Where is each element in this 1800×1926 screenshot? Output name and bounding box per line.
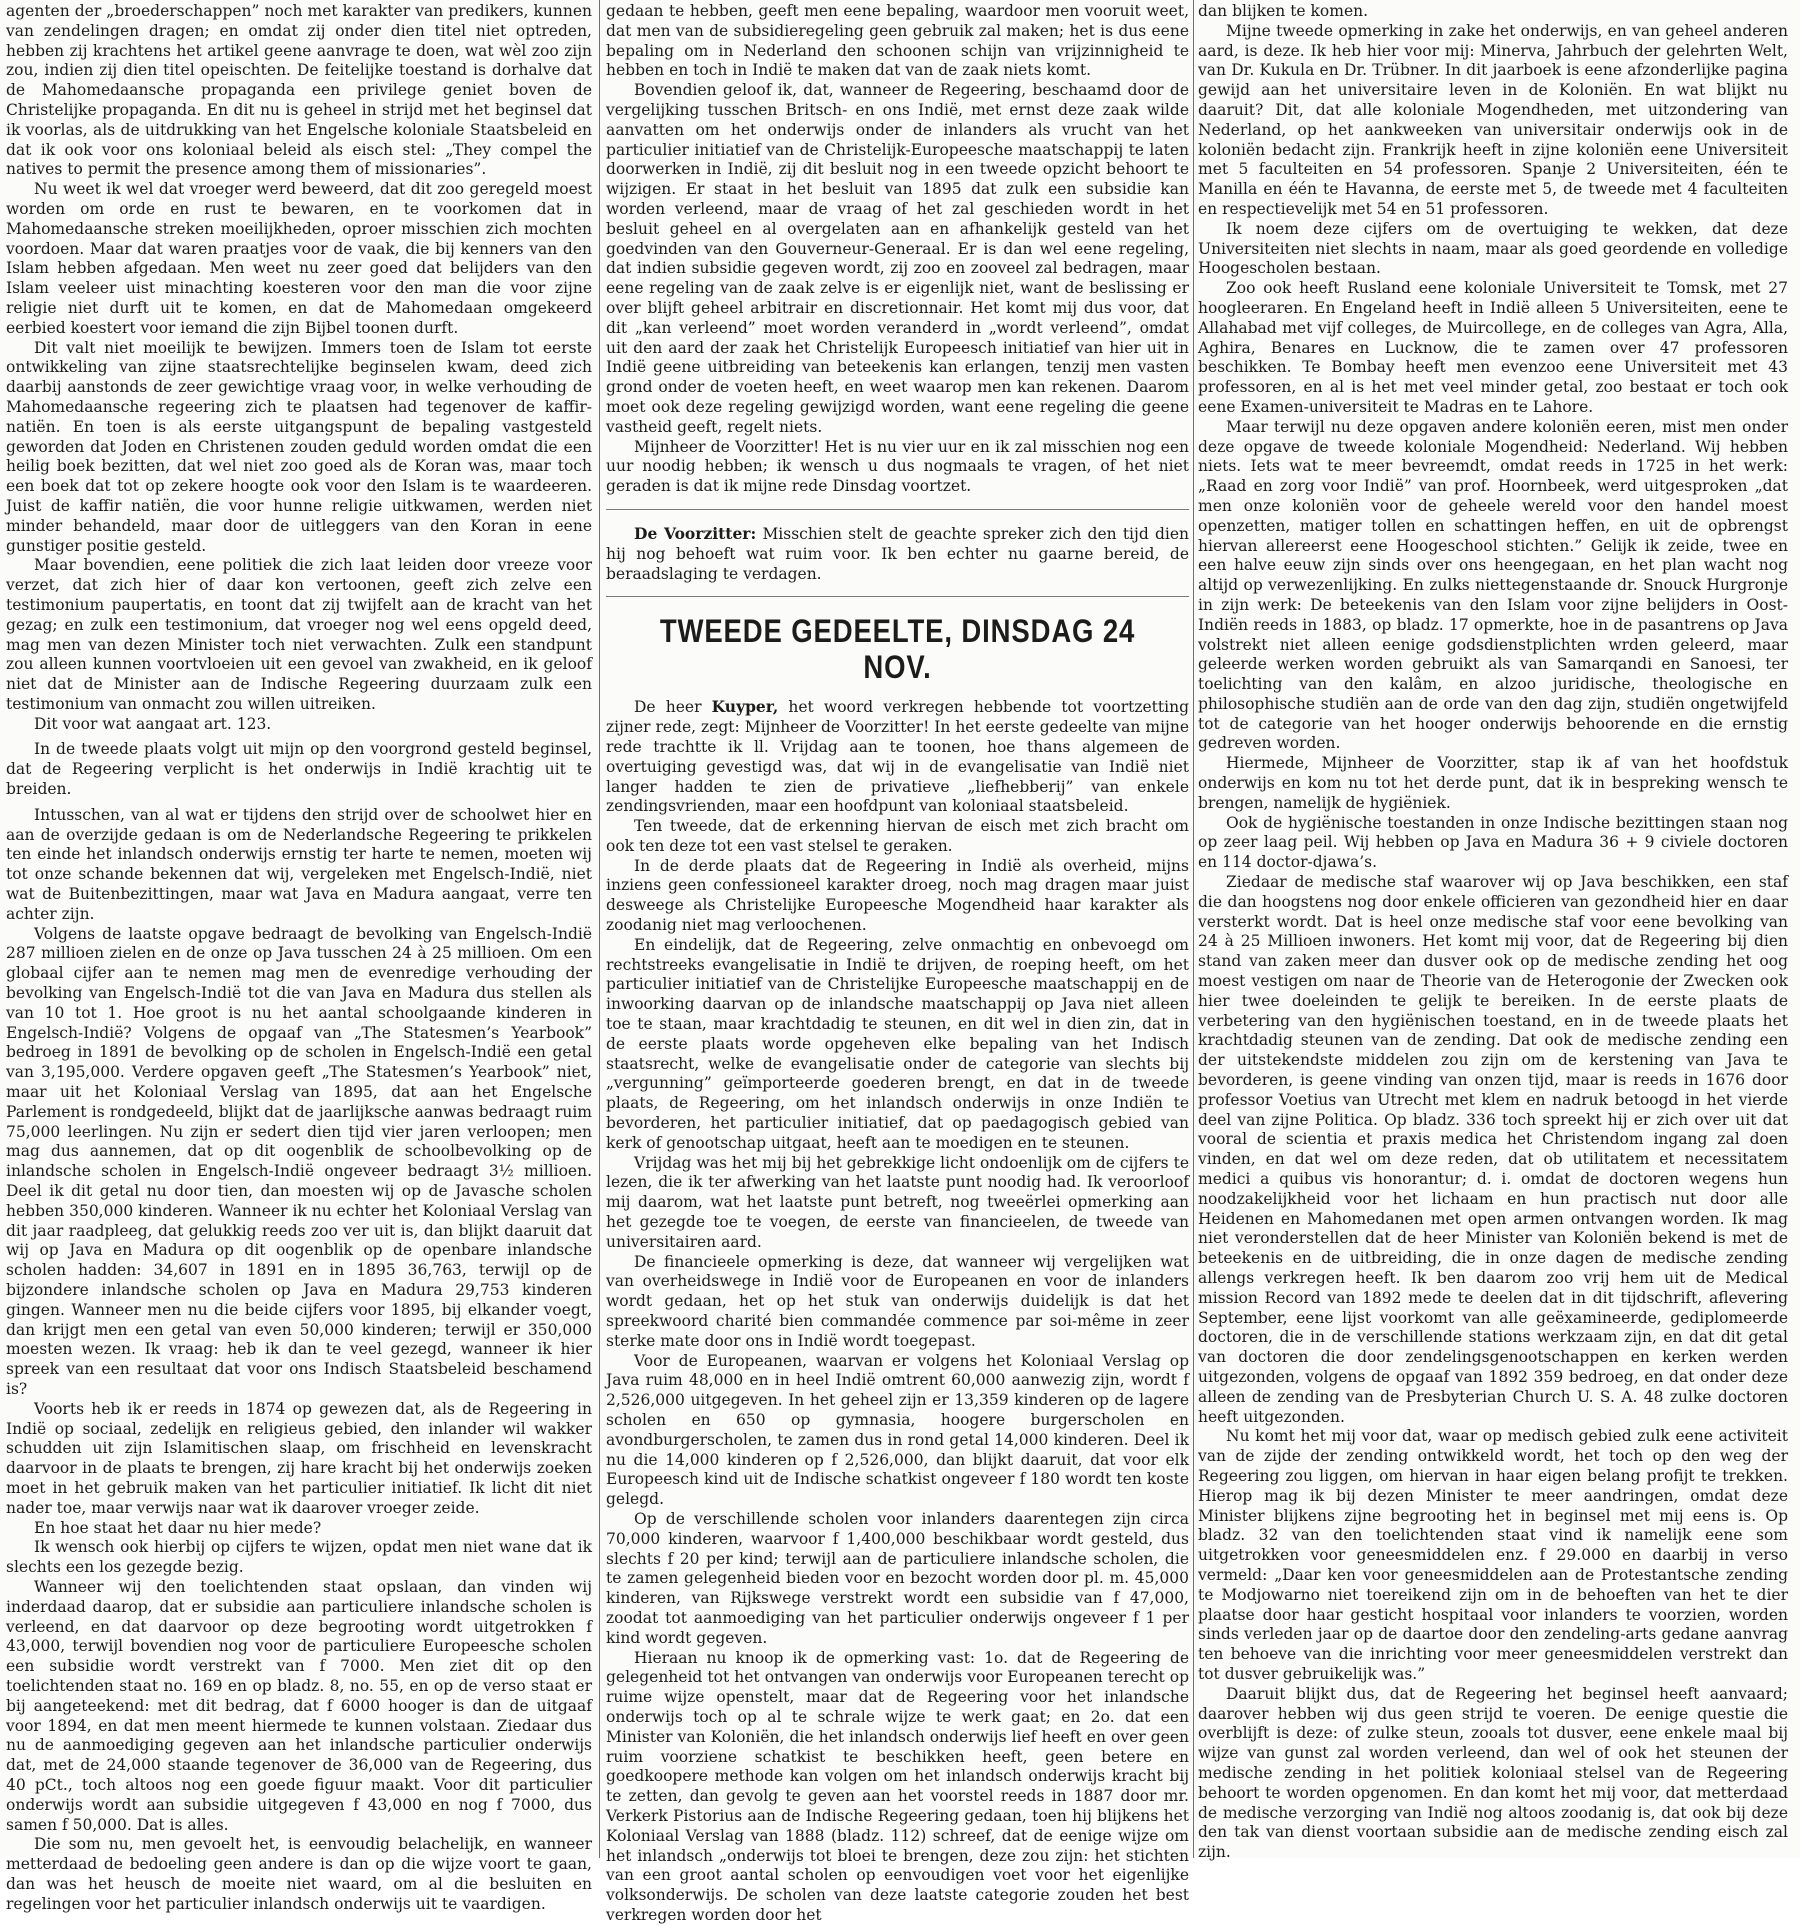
speaker-name: De Voorzitter: bbox=[634, 523, 757, 543]
paragraph: Bovendien geloof ik, dat, wanneer de Regeering, beschaamd door de vergelijking tusschen Britsch- en ons Indië, met ernst deze zaak wilde aanvatten om het onderwijs onder de inlanders als vrucht van het particulier initiatief van de Christelijk-Europeesche maatschappij te laten doorwerken in Indië, zij dit besluit nog in een tweede opzicht behoort te wijzigen. Er staat in het besluit van 1895 dat zulk een subsidie kan worden verleend, maar de vraag of het zal geschieden wordt in het besluit geheel en al overgelaten aan en afhankelijk gesteld van het goedvinden van den Gouverneur-Generaal. Er is dan wel eene regeling, dat indien subsidie gegeven wordt, zij zoo en zooveel zal bedragen, maar eene regeling van de zaak zelve is er eigenlijk niet, want de beslissing er over blijft geheel arbitrair en discretionnair. Het komt mij dus voor, dat dit „kan verleend” moet worden veranderd in „wordt verleend”, omdat uit den aard der zaak het Christelijk Europeesch initiatief van hier uit in Indië geene uitbreiding van beteekenis kan erlangen, tenzij men vasten grond onder de voeten heeft, en weet waarop men kan rekenen. Daarom moet ook deze regeling gewijzigd worden, want eene regeling die geene vastheid geeft, regelt niets. bbox=[606, 81, 1189, 436]
paragraph: Hiermede, Mijnheer de Voorzitter, stap ik af van het hoofdstuk onderwijs en kom nu tot het derde punt, dat ik in bespreking wensch te brengen, namelijk de hygiëniek. bbox=[1198, 754, 1788, 812]
paragraph: Dit valt niet moeilijk te bewijzen. Immers toen de Islam tot eerste ontwikkeling van zijne staatsrechtelijke beginselen kwam, deed zich daarbij aanstonds de zeer gewichtige vraag voor, in welke verhouding de Mahomedaansche regeering zich te plaatsen had tegenover de kaffir-natiën. En toen is als eerste uitgangspunt de bepaling vastgesteld geworden dat Joden en Christenen zouden geduld worden omdat die een heilig boek bezitten, dat wel niet zoo goed als de Koran was, maar toch een boek dat tot op zekere hoogte ook voor den Islam is te waardeeren. Juist de kaffir natiën, die voor hunne religie uitkwamen, werden niet minder behandeld, maar door de uitleggers van den Koran in eene gunstiger positie gesteld. bbox=[6, 338, 592, 555]
paragraph: Ik wensch ook hierbij op cijfers te wijzen, opdat men niet wane dat ik slechts een los gezegde bezig. bbox=[6, 1538, 592, 1577]
column-1 bbox=[6, 2, 592, 1913]
chair-remark bbox=[606, 524, 1189, 584]
paragraph: Mijne tweede opmerking in zake het onderwijs, en van geheel anderen aard, is deze. Ik heb hier voor mij: Minerva, Jahrbuch der gelehrten Welt, van Dr. Kukula en Dr. Trübner. In dit jaarboek is eene afzonderlijke pagina gewijd aan het universitaire leven in de Koloniën. En wat blijkt nu daaruit? Dit, dat alle koloniale Mogendheden, met uitzondering van Nederland, op het aankweeken van universitair onderwijs ook in de koloniën bedacht zijn. Frankrijk heeft in zijne koloniën eene Universiteit met 5 faculteiten en 54 professoren. Spanje 2 Universiteiten, één te Manilla en één te Havanna, de eerste met 5, de tweede met 4 faculteiten en respectievelijk met 54 en 51 professoren. bbox=[1198, 21, 1788, 218]
paragraph: Nu komt het mij voor dat, waar op medisch gebied zulk eene activiteit van de zijde der zending ontwikkeld wordt, het toch op den weg der Regeering zou liggen, om hiervan in haar eigen belang profijt te trekken. Hierop mag ik bij dezen Minister te meer aandringen, omdat deze Minister blijkens zijne begrooting het in beginsel met mij eens is. Op bladz. 32 van den toelichtenden staat vind ik namelijk eene som uitgetrokken voor geneesmiddelen enz. f 29.000 en daarbij in verso vermeld: „Daar ken voor geneesmiddelen aan de Protestantsche zending te Modjowarno niet toereikend zijn om in de behoeften van het te dier plaatse door haar gesticht hospitaal voor inlanders te voorzien, worden sinds verleden jaar op de daartoe door den zendeling-arts gedane aanvrag ten behoeve van die inrichting voor meer geneesmiddelen verstrekt dan tot dusver gebruikelijk was.” bbox=[1198, 1427, 1788, 1683]
paragraph: dan blijken te komen. bbox=[1198, 2, 1369, 20]
paragraph: Mijnheer de Voorzitter! Het is nu vier uur en ik zal misschien nog een uur noodig hebben; ik wensch u dus nogmaals te vragen, of het niet geraden is dat ik mijne rede Dinsdag voortzet. bbox=[606, 437, 1189, 496]
paragraph: In de derde plaats dat de Regeering in Indië als overheid, mijns inziens geen confessioneel karakter droeg, noch mag dragen maar juist desweege als Christelijke Europeesche Mogendheid haar karakter als zoodanig niet mag verloochenen. bbox=[606, 856, 1189, 935]
paragraph: Volgens de laatste opgave bedraagt de bevolking van Engelsch-Indië 287 millioen zielen en de onze op Java tusschen 24 à 25 millioen. Om een globaal cijfer aan te nemen mag men de evenredige verhouding der bevolking van Engelsch-Indië tot die van Java en Madura dus stellen als van 10 tot 1. Hoe groot is nu het aantal schoolgaande kinderen in Engelsch-Indië? Volgens de opgaaf van „The Statesmen’s Yearbook” bedroeg in 1891 de bevolking op de scholen in Engelsch-Indië een getal van 3,195,000. Verdere opgaven geeft „The Statesmen’s Yearbook” niet, maar uit het Koloniaal Verslag van 1895, dat aan het Engelsche Parlement is rondgedeeld, blijkt dat de jaarlijksche aanwas bedraagt ruim 75,000 leerlingen. Nu zijn er sedert dien tijd vier jaren verloopen; men mag dus aannemen, dat op dit oogenblik de schoolbevolking op de inlandsche scholen in Engelsch-Indië ongeveer bedraagt 3½ millioen. Deel ik dit getal nu door tien, dan moesten wij op de Javasche scholen hebben 350,000 kinderen. Wanneer ik nu echter het Koloniaal Verslag van dit jaar raadpleeg, dat gelukkig reeds zoo ver uit is, dan blijkt daaruit dat wij op Java en Madura op dit oogenblik op de openbare inlandsche scholen hadden: 34,607 in 1891 en in 1895 36,763, terwijl op de bijzondere inlandsche scholen op Java en Madura 29,753 kinderen gingen. Wanneer men nu die beide cijfers voor 1895, bij elkander voegt, dan krijgt men een getal van even 50,000 kinderen; terwijl er 350,000 moesten wezen. Ik vraag: heb ik dan te veel gezegd, wanneer ik hier spreek van een resultaat dat voor ons Indisch Staatsbeleid beschamend is? bbox=[6, 924, 592, 1398]
paragraph: De financieele opmerking is deze, dat wanneer wij vergelijken wat van overheidswege in Indië voor de Europeanen en voor de inlanders wordt gedaan, het op het stuk van onderwijs duidelijk is dat het spreekwoord charité bien commandée commence par soi-même in zeer sterke mate door ons in Indië wordt toegepast. bbox=[606, 1252, 1189, 1350]
chair-remark-text: Misschien stelt de geachte spreker zich den tijd dien hij nog behoeft wat ruim voor. Ik ben echter nu gaarne bereid, de beraadslaging te verdagen. bbox=[606, 524, 1190, 583]
paragraph: Ook de hygiënische toestanden in onze Indische bezittingen staan nog op zeer laag peil. Wij hebben op Java en Madura 36 + 9 civiele doctoren en 114 doctor-djawa’s. bbox=[1198, 813, 1788, 872]
paragraph: Voor de Europeanen, waarvan er volgens het Koloniaal Verslag op Java ruim 48,000 en in heel Indië omtrent 60,000 aanwezig zijn, wordt f 2,526,000 uitgegeven. In het geheel zijn er 13,359 kinderen op de lagere scholen en 650 op gymnasia, hoogere burgerscholen en avondburgerscholen, te zamen dus in rond getal 14,000 kinderen. Deel ik nu die 14,000 kinderen op f 2,526,000, dan blijkt daaruit, dat voor elk Europeesch kind uit de Indische schatkist ongeveer f 180 wordt ten koste gelegd. bbox=[606, 1351, 1189, 1509]
speaker-name: Kuyper, bbox=[711, 697, 779, 717]
column-rule bbox=[1193, 0, 1194, 1858]
speaker-intro bbox=[606, 697, 1189, 817]
speaker-prefix: De heer bbox=[634, 698, 702, 717]
paragraph: Wanneer wij den toelichtenden staat opslaan, dan vinden wij inderdaad daarop, dat er subsidie aan particuliere inlandsche scholen is verleend, en dat daarvoor op deze begrooting wordt uitgetrokken f 43,000, terwijl bovendien nog voor de particuliere Europeesche scholen een subsidie wordt verstrekt van f 7000. Men ziet dit op den toelichtenden staat no. 169 en op bladz. 8, no. 55, en op de verso staat er bij aangeteekend: met dit bedrag, dat f 6000 hooger is dan de uitgaaf voor 1894, en dat men meent hiermede te kunnen volstaan. Ziedaar dus nu de aanmoediging gegeven aan het inlandsche particulier onderwijs dat, met de 24,000 staande tegenover de 36,000 van de Regeering, dus 40 pCt., toch altoos nog een goede figuur maakt. Voor dit particulier onderwijs wordt aan subsidie uitgegeven f 43,000 en nog f 7000, dus samen f 50,000. Dat is alles. bbox=[6, 1577, 592, 1834]
column-3 bbox=[1198, 2, 1788, 1862]
paragraph: Ziedaar de medische staf waarover wij op Java beschikken, een staf die dan hoogstens nog door enkele officieren van gezondheid hier en daar versterkt wordt. Dat is heel onze medische staf voor eene bevolking van 24 à 25 Millioen inwoners. Het komt mij voor, dat de Regeering bij dien stand van zaken meer dan dusver ook op de medische zending het oog moest vestigen om naar de Theorie van de Heterogonie der Zwecken ook hier twee doeleinden te gelijk te bereiken. In de eerste plaats de verbetering van den hygiënischen toestand, en in de tweede plaats het krachtdadig steunen van de zending. Dat ook de medische zending een der uitstekendste middelen zou zijn om de kerstening van Java te bevorderen, is geene vinding van onzen tijd, maar is reeds in 1676 door professor Voetius van Utrecht met klem en nadruk betoogd in het vierde deel van zijne Politica. Op bladz. 336 toch spreekt hij er zich over uit dat vooral de scientia et praxis medica het Christendom ingang zal doen vinden, en dat wel om deze reden, dat ob utilitatem et necessitatem medici a quibus vis honorantur; d. i. omdat de doctoren wegens hun noodzakelijkheid voor het lichaam en hun practisch nut door alle Heidenen en Mahomedanen met open armen ontvangen worden. Ik mag niet veronderstellen dat de heer Minister van Koloniën bekend is met de beteekenis en de uitbreiding, die in onze dagen de medische zending allengs verkregen heeft. Ik ben daarom zoo vrij hem uit de Medical mission Record van 1892 mede te deelen dat in dit tijdschrift, aflevering September, eene lijst voorkomt van alle geëxamineerde, gediplomeerde doctoren, die in de verschillende stations werkzaam zijn, en dat dit getal van doctoren die door zendelingsgenootschappen en kerken werden uitgezonden, volgens de opgaaf van 1892 359 bedroeg, en dat onder deze alleen de zending van de Presbyterian Church U. S. A. 48 zulke doctoren heeft uitgezonden. bbox=[1198, 873, 1788, 1426]
paragraph: Ik noem deze cijfers om de overtuiging te wekken, dat deze Universiteiten niet slechts in naam, maar als goed geordende en volledige Hoogescholen bestaan. bbox=[1198, 219, 1788, 278]
paragraph: Voorts heb ik er reeds in 1874 op gewezen dat, als de Regeering in Indië op sociaal, zedelijk en religieus gebied, den inlander wil wakker schudden uit zijn Islamitischen slaap, om frischheid en levenskracht daarvoor in de plaats te brengen, zij hare kracht bij het onderwijs zoeken moet in het gebruik maken van het particulier initiatief. Ik licht dit niet nader toe, maar verwijs naar wat ik daarover vroeger zeide. bbox=[6, 1399, 592, 1517]
speaker-intro-text: het woord verkregen hebbende tot voortzetting zijner rede, zegt: Mijnheer de Voorzitter! In het eerste gedeelte van mijne rede trachtte ik ll. Vrijdag aan te toonen, hoe thans algemeen de overtuiging gevestigd was, dat wij in de evangelisatie van Indië niet langer hadden te zien de privatieve „liefhebberij” van enkele zendingsvrienden, maar een hoofdpunt van koloniaal staatsbeleid. bbox=[606, 698, 1189, 816]
paragraph: gedaan te hebben, geeft men eene bepaling, waardoor men vooruit weet, dat men van de subsidieregeling geen gebruik zal maken; het is dus eene bepaling om in Nederland den schoonen schijn van vrijzinnigheid te hebben en toch in Indië te maken dat van de zaak niets komt. bbox=[606, 2, 1189, 80]
paragraph: Intusschen, van al wat er tijdens den strijd over de schoolwet hier en aan de overzijde gedaan is om de Nederlandsche Regeering te prikkelen ten einde het inlandsch onderwijs ernstig ter harte te nemen, moeten wij tot onze schande bekennen dat wij, vergeleken met Engelsch-Indië, niet wat de Buitenbezittingen, maar wat Java en Madura aangaat, verre ten achter zijn. bbox=[6, 805, 592, 923]
paragraph: Zoo ook heeft Rusland eene koloniale Universiteit te Tomsk, met 27 hoogleeraren. En Engeland heeft in Indië alleen 5 Universiteiten, eene te Allahabad met vijf colleges, de Muircollege, en de colleges van Agra, Alla, Aghira, Benares en Lucknow, die te zamen over 47 professoren beschikken. Te Bombay heeft men evenzoo eene Universiteit met 43 professoren, en al is het met veel minder getal, zoo bestaat er toch ook eene Examen-universiteit te Madras en te Lahore. bbox=[1198, 279, 1788, 416]
paragraph: Vrijdag was het mij bij het gebrekkige licht ondoenlijk om de cijfers te lezen, die ik ter afwerking van het laatste punt noodig had. Ik veroorloof mij daarom, wat het laatste punt betreft, nog tweeërlei opmerking aan het gezegde toe te voegen, de eerste van financieelen, de tweede van universitairen aard. bbox=[606, 1153, 1189, 1251]
section-divider bbox=[606, 509, 1189, 510]
paragraph: En hoe staat het daar nu hier mede? bbox=[34, 1518, 322, 1537]
paragraph: Maar terwijl nu deze opgaven andere koloniën eeren, mist men onder deze opgave de tweede koloniale Mogendheid: Nederland. Wij hebben niets. Iets wat te meer bevreemdt, omdat reeds in 1725 in het werk: „Raad en zorg voor Indië” van prof. Hoornbeek, werd uitgesproken „dat men onze koloniën voor de geheele wereld voor den handel moest openzetten, matiger tollen en schattingen heffen, en uit de opbrengst hiervan allereerst eene Hoogeschool stichten.” Gelijk ik zeide, twee en een halve eeuw zijn sinds over ons heengegaan, en het plan wacht nog altijd op verwezenlijking. En zulks niettegenstaande dr. Snouck Hurgronje in zijn werk: De beteekenis van den Islam voor zijne belijders in Oost-Indiën reeds in 1883, op bladz. 17 opmerkte, hoe in de pasantrens op Java volstrekt niet alleen eenige godsdienstplichten wrden geleerd, maar geleerde werken worden gebruikt als van Samarqandi en Sanoesi, ter toelichting van den kalâm, en alzoo juridische, theologische en philosophische studiën aan de orde van den dag zijn, studiën ongetwijfeld tot de categorie van het hooger onderwijs behoorende en die ernstig gedreven worden. bbox=[1198, 417, 1788, 753]
column-rule bbox=[599, 0, 600, 1858]
paragraph: Daaruit blijkt dus, dat de Regeering het beginsel heeft aanvaard; daarover hebben wij dus geen strijd te voeren. De eenige questie die overblijft is deze: of zulke steun, zooals tot dusver, eene enkele maal bij wijze van gunst zal worden verleend, dan wel of ook het steunen der medische zending in het politiek koloniaal stelsel van de Regeering behoort te worden opgenomen. En dan komt het mij voor, dat metterdaad de medische verzorging van Indië nog altoos zoodanig is, dat ook bij deze den tak van dienst voortaan subsidie aan de medische zending eisch zal zijn. bbox=[1198, 1684, 1788, 1862]
paragraph: Ten tweede, dat de erkenning hiervan de eisch met zich bracht om ook ten deze tot een vast stelsel te geraken. bbox=[606, 817, 1189, 855]
paragraph: agenten der „broederschappen” noch met karakter van predikers, kunnen van zendelingen dragen; en omdat zij onder dien titel niet optreden, hebben zij krachtens het artikel geene aanvrage te doen, wat wèl zoo zijn zou, indien zij dien titel opeischten. De feitelijke toestand is dorhalve dat de Mahomedaansche propaganda een privilege geniet boven de Christelijke propaganda. En dit nu is geheel in strijd met het beginsel dat ik voorlas, als de uitdrukking van het Engelsche koloniale Staatsbeleid en dat ik ook voor ons koloniaal beleid als eisch stel: „They compel the natives to permit the presence among them of missionaries”. bbox=[6, 2, 592, 179]
section-divider bbox=[606, 596, 1189, 597]
paragraph: Nu weet ik wel dat vroeger werd beweerd, dat dit zoo geregeld moest worden om orde en rust te bewaren, en te voorkomen dat in Mahomedaansche streken moeilijkheden, oproer misschien zich mochten voordoen. Maar dat waren praatjes voor de vaak, die bij kenners van den Islam hebben afgedaan. Men weet nu zeer goed dat belijders van den Islam veeleer uist minachting koesteren voor den man die voor zijne religie niet durft uit te komen, en dat de Mahomedaan omgekeerd eerbied koestert voor iemand die zijn Bijbel toonen durft. bbox=[6, 180, 592, 337]
paragraph: Dit voor wat aangaat art. 123. bbox=[34, 714, 272, 733]
paragraph: Maar bovendien, eene politiek die zich laat leiden door vreeze voor verzet, dat zich hier of daar kon vertoonen, geeft zich zelve een testimonium paupertatis, en toont dat zij twijfelt aan de kracht van het gezag; en zulk een testimonium, dat vroeger nog wel eens opgeld deed, mag men van dezen Minister toch niet verwachten. Zulk een standpunt zou alleen kunnen voortvloeien uit een gevoel van zwakheid, en ik geloof niet dat de Minister aan de Indische Regeering duurzaam zulk een testimonium van onmacht zou willen uitreiken. bbox=[6, 556, 592, 713]
paragraph: In de tweede plaats volgt uit mijn op den voorgrond gesteld beginsel, dat de Regeering verplicht is het onderwijs in Indië krachtig uit te breiden. bbox=[6, 740, 592, 799]
paragraph: Die som nu, men gevoelt het, is eenvoudig belachelijk, en wanneer metterdaad de bedoeling geen andere is dan op die wijze voort te gaan, dan was het heusch de moeite niet waard, om al die besluiten en regelingen voor het particulier inlandsch onderwijs uit te vaardigen. bbox=[6, 1835, 592, 1913]
paragraph: Hieraan nu knoop ik de opmerking vast: 1o. dat de Regeering de gelegenheid tot het ontvangen van onderwijs voor Europeanen terecht op ruime wijze openstelt, maar dat de Regeering voor het inlandsche onderwijs toch op al te schrale wijze te werk gaat; en 2o. dat een Minister van Koloniën, die het inlandsch onderwijs lief heeft en over geen ruim voorziene schatkist te beschikken heeft, geen betere en goedkoopere methode kan volgen om het inlandsch onderwijs kracht bij te zetten, dan gevolg te geven aan het voorstel reeds in 1887 door mr. Verkerk Pistorius aan de Indische Regeering gedaan, toen hij blijkens het Koloniaal Verslag van 1888 (bladz. 112) schreef, dat de eenige wijze om het inlandsch „onderwijs tot bloei te brengen, deze zou zijn: het stichten van een groot aantal scholen op eenvoudigen voet voor het eigenlijke volksonderwijs. De scholen van deze laatste categorie zouden het best verkregen worden door het bbox=[606, 1648, 1189, 1924]
paragraph: Op de verschillende scholen voor inlanders daarentegen zijn circa 70,000 kinderen, waarvoor f 1,400,000 beschikbaar wordt gesteld, dus slechts f 20 per kind; terwijl aan de particuliere inlandsche scholen, die te zamen gelegenheid bieden voor en bezocht worden door pl. m. 45,000 kinderen, van Rijkswege verstrekt wordt een subsidie van f 47,000, zoodat tot aanmoediging van het particulier onderwijs ongeveer f 1 per kind wordt gegeven. bbox=[606, 1509, 1189, 1647]
paragraph: En eindelijk, dat de Regeering, zelve onmachtig en onbevoegd om rechtstreeks evangelisatie in Indië te drijven, de roeping heeft, om het particulier initiatief van de Christelijke Europeesche maatschappij en de inwoorking daarvan op de inlandsche maatschappij op Java niet alleen toe te staan, maar krachtdadig te steunen, en dit wel in dien zin, dat in de eerste plaats worde opgeheven elke bepaling van het Indisch staatsrecht, welke de evangelisatie onder de categorie van slechts bij „vergunning” geïmporteerde goederen brengt, en dat in de tweede plaats, de Regeering, om het inlandsch onderwijs in onze Indiën te bevorderen, het particulier initiatief, dat op paedagogisch gebied van kerk of genootschap uitgaat, heeft aan te moedigen en te steunen. bbox=[606, 935, 1189, 1152]
section-heading: TWEEDE GEDEELTE, DINSDAG 24 NOV. bbox=[659, 613, 1136, 686]
column-2 bbox=[606, 2, 1190, 1924]
